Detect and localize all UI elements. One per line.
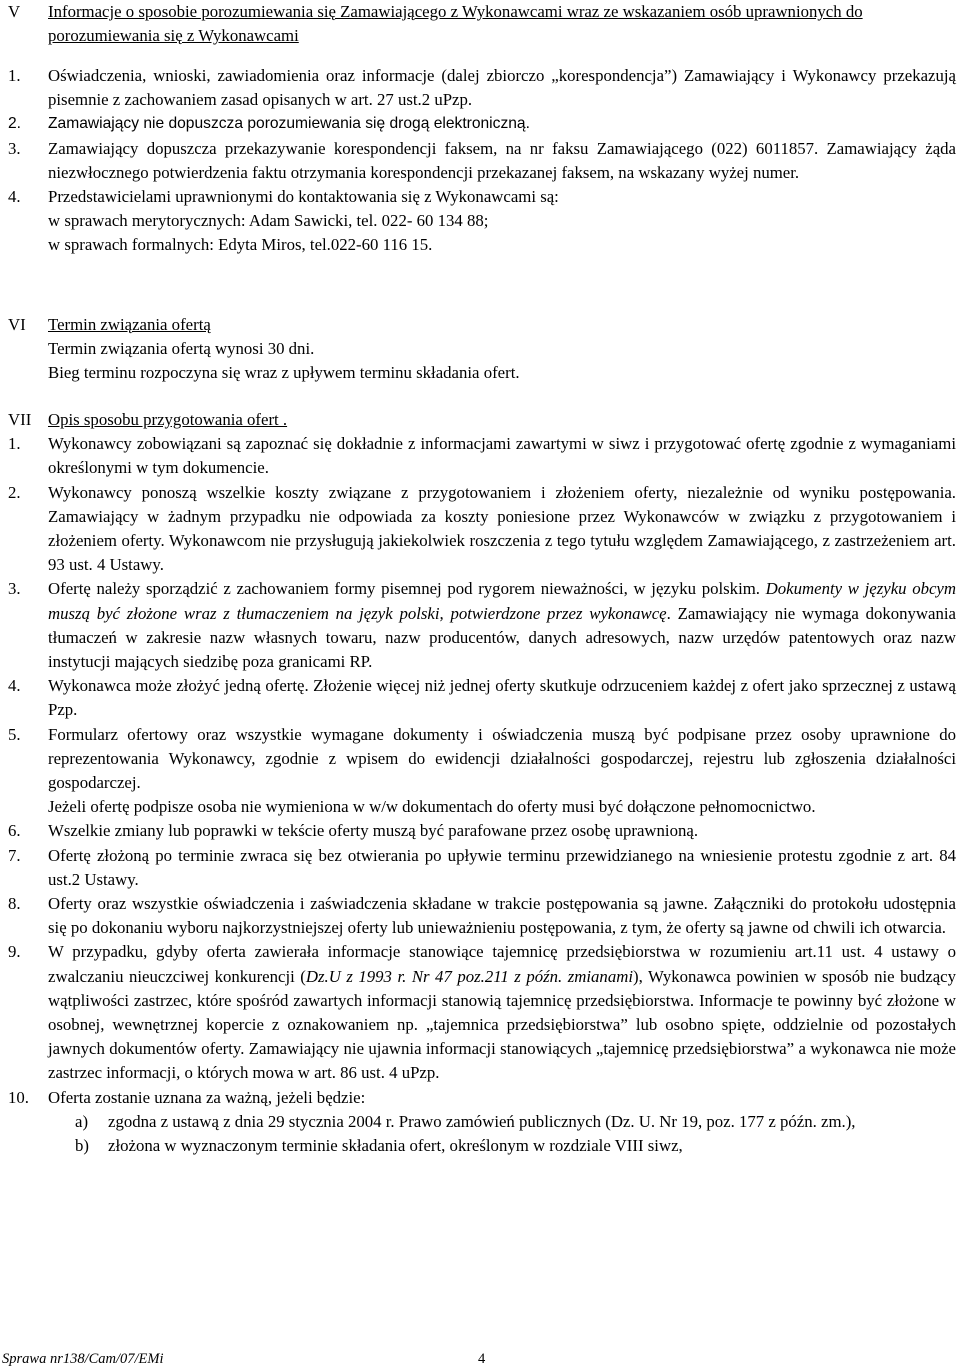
list-item <box>0 577 960 674</box>
list-item <box>0 432 960 480</box>
list-number: 6. <box>8 821 21 841</box>
list-text: W przypadku, gdyby oferta zawierała informacje stanowiące tajemnicę przedsiębiorstwa w rozumieniu art.11 ust. 4 ustawy o zwalczaniu nieuczciwej konkurencji ( <box>48 942 956 986</box>
section-number: V <box>8 2 21 21</box>
binding-start-text: Bieg terminu rozpoczyna się wraz z upływem terminu składania ofert. <box>48 363 520 383</box>
contact-merit: w sprawach merytorycznych: Adam Sawicki, tel. 022- 60 134 88; <box>48 211 489 231</box>
list-item <box>0 64 960 112</box>
sub-list-item <box>0 1110 960 1134</box>
list-item <box>0 137 960 185</box>
sub-list-letter: a) <box>75 1111 89 1131</box>
list-item <box>0 844 960 892</box>
list-item <box>0 112 960 136</box>
list-text: Oświadczenia, wnioski, zawiadomienia oraz informacje (dalej zbiorczo „korespondencja”) Zamawiający i Wykonawcy przekazują pisemnie z zachowaniem zasad opisanych w art. 27 ust.2 uPzp. <box>48 66 956 110</box>
sub-list-letter: b) <box>75 1136 89 1156</box>
list-number: 4. <box>8 676 21 696</box>
list-text: Ofertę należy sporządzić z zachowaniem formy pisemnej pod rygorem nieważności, w języku polskim. <box>48 579 760 599</box>
list-text: Zamawiający nie dopuszcza porozumiewania się drogą elektroniczną. <box>48 115 530 133</box>
list-number: 3. <box>8 579 21 599</box>
section-v-heading <box>0 0 952 48</box>
list-text: Wykonawcy ponoszą wszelkie koszty związane z przygotowaniem i złożeniem oferty, niezależnie od wyniku postępowania. Zamawiający w żadnym przypadku nie odpowiada za koszty poniesione przez Wykonawców w związku z przygotowaniem i złożeniem oferty. Wykonawcom nie przysługują jakiekolwiek roszczenia z tego tytułu względem Zamawiającego, z zastrzeżeniem art. 93 ust. 4 Ustawy. <box>48 482 956 575</box>
list-text: Formularz ofertowy oraz wszystkie wymagane dokumenty i oświadczenia muszą być podpisane przez osoby uprawnione do reprezentowania Wykonawcy, zgodnie z wpisem do ewidencji działalności gospodarczej, rejestru lub zgłoszenia działalności gospodarczej. <box>48 724 956 793</box>
list-number: 8. <box>8 894 21 914</box>
list-item <box>0 674 960 722</box>
list-item <box>0 819 960 843</box>
document-reference: Sprawa nr138/Cam/07/EMi <box>2 1351 164 1367</box>
section-number: VII <box>8 410 32 429</box>
list-number: 1. <box>8 434 21 454</box>
list-number: 3. <box>8 138 21 158</box>
list-number: 9. <box>8 942 21 962</box>
sub-list-text: złożona w wyznaczonym terminie składania ofert, określonym w rozdziale VIII siwz, <box>108 1136 683 1156</box>
section-v-body <box>0 64 960 258</box>
section-number: VI <box>8 315 26 334</box>
section-vii <box>0 408 960 1158</box>
section-vi-heading <box>0 313 960 337</box>
list-text: Wszelkie zmiany lub poprawki w tekście oferty muszą być parafowane przez osobę uprawnioną. <box>48 821 699 841</box>
italic-note: Dokumenty w języku obcym muszą być złożone wraz z tłumaczeniem na język polski, potwierdzone przez wykonawcę <box>48 579 956 623</box>
list-number: 2. <box>8 482 21 502</box>
list-item <box>0 940 960 1085</box>
list-item <box>0 1086 960 1110</box>
list-text: Wykonawca może złożyć jedną ofertę. Złożenie więcej niż jednej oferty skutkuje odrzuceniem każdej z ofert jako sprzecznej z ustawą Pzp. <box>48 676 956 720</box>
section-vi <box>0 313 960 386</box>
page-number: 4 <box>478 1351 486 1367</box>
list-item <box>0 892 960 940</box>
list-item <box>0 185 960 258</box>
section-title: Termin związania ofertą <box>48 315 211 334</box>
italic-note: Dz.U z 1993 r. Nr 47 poz.211 z późn. zmianami <box>305 966 633 986</box>
list-number: 2. <box>8 115 22 133</box>
list-number: 10. <box>8 1087 29 1107</box>
list-text: Oferta zostanie uznana za ważną, jeżeli będzie: <box>48 1087 366 1107</box>
list-text: Przedstawicielami uprawnionymi do kontaktowania się z Wykonawcami są: <box>48 187 559 207</box>
section-title: Informacje o sposobie porozumiewania się Zamawiającego z Wykonawcami wraz ze wskazaniem osób uprawnionych do porozumiewania się z Wykonawcami <box>48 2 863 46</box>
list-text: Zamawiający dopuszcza przekazywanie korespondencji faksem, na nr faksu Zamawiającego (022) 6011857. Zamawiający żąda niezwłocznego potwierdzenia faktu otrzymania korespondencji przekazanej faksem, na wskazany wyżej numer. <box>48 138 956 182</box>
contact-formal: w sprawach formalnych: Edyta Miros, tel.022-60 116 15. <box>48 235 433 255</box>
list-text: Wykonawcy zobowiązani są zapoznać się dokładnie z informacjami zawartymi w siwz i przygotować ofertę zgodnie z wymaganiami określonymi w tym dokumencie. <box>48 434 956 478</box>
list-number: 5. <box>8 724 21 744</box>
list-text: . Zamawiający nie wymaga dokonywania tłumaczeń w zakresie nazw własnych towaru, nazw producentów, danych adresowych, nazw urzędów patentowych oraz nazw instytucji mających siedzibę poza granicami RP. <box>48 603 956 672</box>
list-item <box>0 723 960 820</box>
list-text: Ofertę złożoną po terminie zwraca się bez otwierania po upływie terminu przewidzianego na wniesienie protestu zgodnie z art. 84 ust.2 Ustawy. <box>48 845 956 889</box>
list-text: Oferty oraz wszystkie oświadczenia i zaświadczenia składane w trakcie postępowania są jawne. Załączniki do protokołu udostępnia się po dokonaniu wyboru najkorzystniejszej oferty lub unieważnieniu postępowania, z tym, że oferty są jawne od chwili ich otwarcia. <box>48 894 956 938</box>
sub-list-item <box>0 1134 960 1158</box>
list-text: ), Wykonawca powinien w sposób nie budzący wątpliwości zastrzec, które spośród zawartych informacji stanowią tajemnicę przedsiębiorstwa. Informacje te powinny być złożone w osobnej, wewnętrznej kopercie z oznakowaniem np. „tajemnica przedsiębiorstwa” lub osobno spięte, oddzielnie od pozostałych jawnych dokumentów oferty. Zamawiający nie ujawnia informacji stanowiących „tajemnicę przedsiębiorstwa” a wykonawca nie może zastrzec informacji, o których mowa w art. 86 ust. 4 uPzp. <box>48 966 956 1083</box>
section-vii-heading <box>0 408 960 432</box>
section-title: Opis sposobu przygotowania ofert . <box>48 410 288 429</box>
list-number: 4. <box>8 187 21 207</box>
list-text: Jeżeli ofertę podpisze osoba nie wymieniona w w/w dokumentach do oferty musi być dołączone pełnomocnictwo. <box>48 797 816 817</box>
binding-period-text: Termin związania ofertą wynosi 30 dni. <box>48 339 315 359</box>
list-item <box>0 481 960 578</box>
page-footer <box>2 1350 958 1370</box>
list-number: 1. <box>8 66 21 85</box>
sub-list-text: zgodna z ustawą z dnia 29 stycznia 2004 r. Prawo zamówień publicznych (Dz. U. Nr 19, poz. 177 z późn. zm.), <box>108 1111 856 1131</box>
list-number: 7. <box>8 845 21 865</box>
